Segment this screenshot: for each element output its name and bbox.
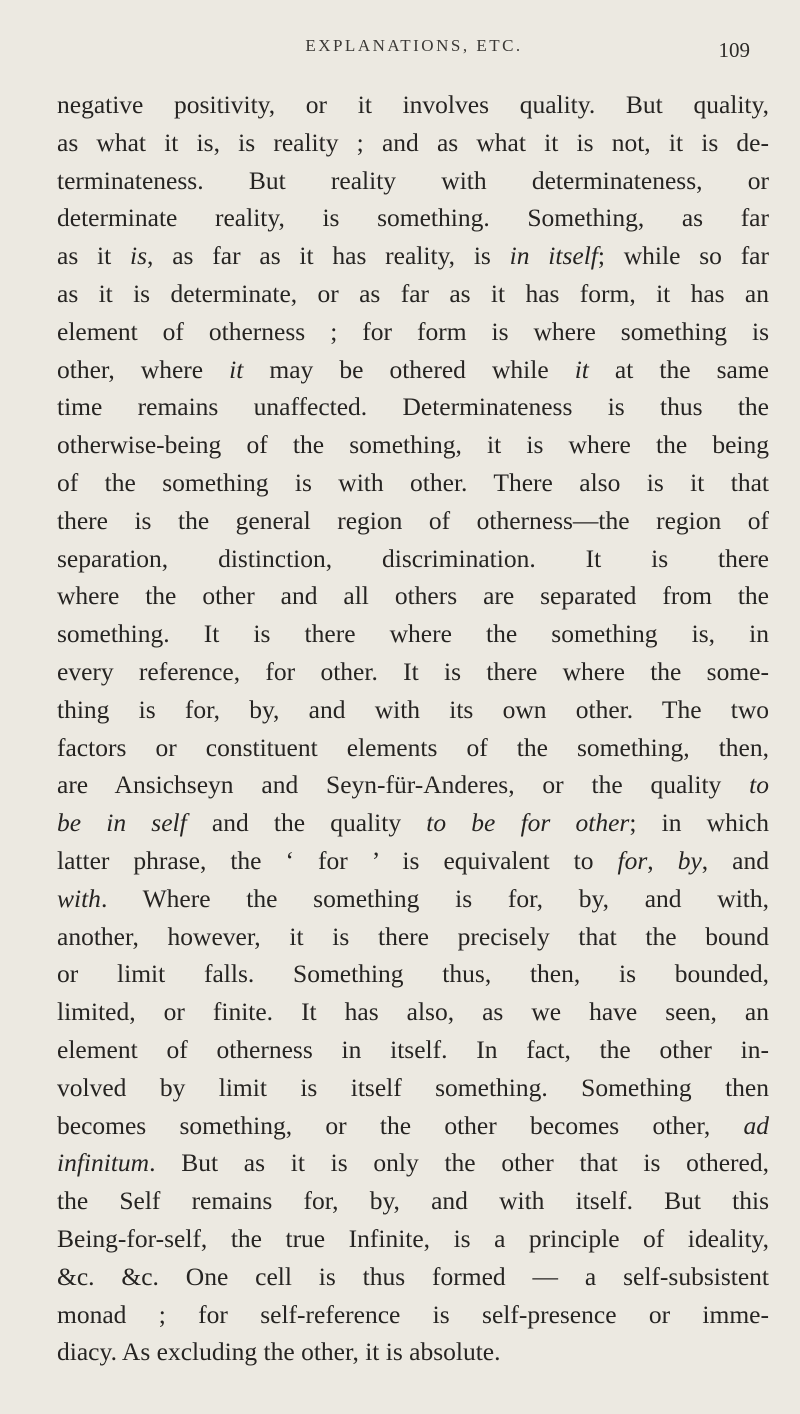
text-run: element of otherness in itself. In fact, the other in- <box>57 1034 769 1064</box>
text-run: ; while so far <box>597 241 769 271</box>
text-run: time remains unaffected. Determinateness is thus the <box>57 392 769 422</box>
text-run: becomes something, or the other becomes other, <box>57 1110 744 1140</box>
text-line <box>57 766 769 804</box>
text-line <box>57 691 769 729</box>
text-line <box>57 653 769 691</box>
text-run: may be othered while <box>243 354 575 384</box>
text-run: diacy. As excluding the other, it is absolute. <box>57 1337 501 1367</box>
italic-text: infinitum <box>57 1148 150 1178</box>
text-line <box>57 1182 769 1220</box>
text-run: another, however, it is there precisely that the bound <box>57 921 769 951</box>
text-run: are Ansichseyn and Seyn-für-Anderes, or the quality <box>57 770 750 800</box>
text-run: &c. &c. One cell is thus formed — a self-subsistent <box>57 1261 769 1291</box>
text-run: element of otherness ; for form is where something is <box>57 316 769 346</box>
text-run: the Self remains for, by, and with itself. But this <box>57 1186 769 1216</box>
page-header <box>58 36 770 66</box>
running-head: EXPLANATIONS, ETC. <box>305 36 523 55</box>
text-line <box>57 162 769 200</box>
text-line <box>57 86 769 124</box>
text-run: as it is determinate, or as far as it has form, it has an <box>57 278 769 308</box>
text-run: , as far as it has reality, is <box>147 241 510 271</box>
text-line <box>57 804 769 842</box>
text-line <box>57 993 769 1031</box>
text-run: something. It is there where the something is, in <box>57 619 769 649</box>
italic-text: for <box>617 845 648 875</box>
text-run: at the same <box>588 354 769 384</box>
text-run: other, where <box>57 354 230 384</box>
text-run: . Where the something is for, by, and with, <box>100 883 769 913</box>
text-line <box>57 1144 769 1182</box>
text-line <box>57 426 769 464</box>
text-line <box>57 955 769 993</box>
italic-text: with <box>57 883 101 913</box>
page-number: 109 <box>718 38 750 62</box>
text-run: , and <box>701 845 769 875</box>
text-line <box>57 388 769 426</box>
text-line <box>57 729 769 767</box>
text-line <box>57 880 769 918</box>
text-run: terminateness. But reality with determinateness, or <box>57 165 769 195</box>
text-line <box>57 502 769 540</box>
italic-text: is <box>130 241 148 271</box>
italic-text: to be for other <box>426 808 630 838</box>
text-run: of the something is with other. There also is it that <box>57 467 769 497</box>
italic-text: in itself <box>509 241 598 271</box>
text-run: monad ; for self-reference is self-presence or imme- <box>57 1299 769 1329</box>
italic-text: by <box>677 845 702 875</box>
text-line <box>57 237 769 275</box>
text-line <box>57 615 769 653</box>
italic-text: to <box>749 770 769 800</box>
text-run: every reference, for other. It is there where the some- <box>57 656 769 686</box>
text-run: there is the general region of otherness—the region of <box>57 505 769 535</box>
text-run: volved by limit is itself something. Something then <box>57 1072 769 1102</box>
text-line <box>57 464 769 502</box>
text-run: , <box>647 845 678 875</box>
text-line <box>57 1296 769 1334</box>
text-run: factors or constituent elements of the something, then, <box>57 732 769 762</box>
text-line <box>57 577 769 615</box>
text-line <box>57 199 769 237</box>
text-run: as it <box>57 241 131 271</box>
text-run: and the quality <box>186 808 427 838</box>
italic-text: it <box>229 354 244 384</box>
text-run: thing is for, by, and with its own other. The two <box>57 694 769 724</box>
text-line <box>57 918 769 956</box>
text-line <box>57 540 769 578</box>
italic-text: ad <box>743 1110 769 1140</box>
italic-text: be in self <box>57 808 187 838</box>
text-line <box>57 1031 769 1069</box>
text-run: . But as it is only the other that is othered, <box>149 1148 769 1178</box>
text-line <box>57 1333 769 1371</box>
text-line <box>57 351 769 389</box>
text-run: latter phrase, the ‘ for ’ is equivalent to <box>57 845 618 875</box>
text-run: or limit falls. Something thus, then, is bounded, <box>57 959 769 989</box>
text-line <box>57 1107 769 1145</box>
text-line <box>57 124 769 162</box>
text-run: separation, distinction, discrimination. It is there <box>57 543 769 573</box>
text-line <box>57 275 769 313</box>
text-run: Being-for-self, the true Infinite, is a principle of ideality, <box>57 1223 769 1253</box>
text-line <box>57 1258 769 1296</box>
text-run: otherwise-being of the something, it is where the being <box>57 430 769 460</box>
text-run: where the other and all others are separated from the <box>57 581 769 611</box>
body-text <box>57 86 769 1371</box>
text-line <box>57 842 769 880</box>
text-run: determinate reality, is something. Something, as far <box>57 203 769 233</box>
text-run: negative positivity, or it involves quality. But quality, <box>57 90 769 119</box>
text-line <box>57 313 769 351</box>
text-run: as what it is, is reality ; and as what it is not, it is de- <box>57 127 769 157</box>
text-line <box>57 1069 769 1107</box>
italic-text: it <box>574 354 589 384</box>
text-run: limited, or finite. It has also, as we have seen, an <box>57 997 769 1027</box>
text-line <box>57 1220 769 1258</box>
text-run: ; in which <box>629 808 769 838</box>
